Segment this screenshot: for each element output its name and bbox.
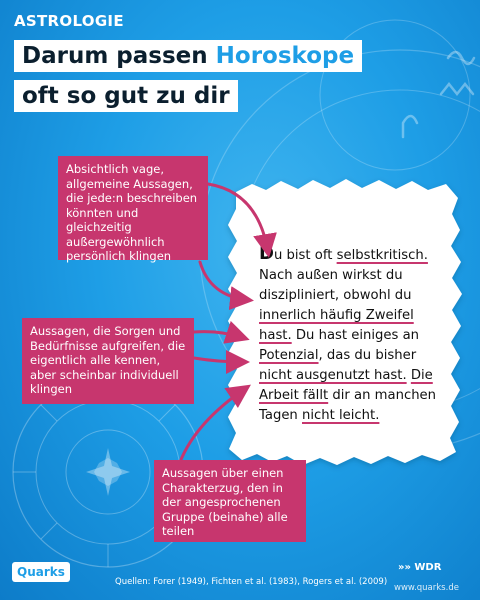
- highlighted-phrase: nicht leicht.: [302, 408, 380, 423]
- highlighted-phrase: nicht ausgenutzt hast.: [259, 368, 407, 383]
- horoscope-segment: dir an manchen Tagen: [259, 388, 437, 423]
- highlighted-phrase: Die Arbeit fällt: [259, 368, 433, 403]
- horoscope-segment: Nach außen wirkst du diszipliniert, obwohl du: [259, 268, 412, 303]
- forward-chevrons-icon: »»: [398, 562, 411, 573]
- title-text: Darum passen: [22, 43, 216, 69]
- highlighted-phrase: Potenzial: [259, 348, 319, 363]
- arrow-icon: [194, 332, 244, 338]
- arrow-icon: [200, 262, 248, 300]
- watermark: www.quarks.de: [394, 583, 459, 593]
- highlighted-phrase: selbstkritisch.: [336, 248, 428, 263]
- wdr-label: WDR: [414, 562, 442, 573]
- wdr-logo: [398, 562, 441, 573]
- arrow-icon: [208, 184, 268, 252]
- annotation-vague-statements: Absichtlich vage, allgemeine Aussagen, die jede:n beschreiben könnten und gleichzeitig außergewöhnlich persönlich klingen: [58, 156, 208, 260]
- category-kicker: ASTROLOGIE: [14, 12, 124, 30]
- highlighted-phrase: innerlich häufig Zweifel hast.: [259, 308, 414, 343]
- quarks-logo: Quarks: [12, 562, 70, 582]
- title-highlight: Horoskope: [215, 43, 355, 69]
- annotation-common-worries: Aussagen, die Sorgen und Bedürfnisse aufgreifen, die eigentlich alle kennen, aber scheinbar individuell klingen: [22, 318, 194, 404]
- horoscope-segment: , das du bisher: [318, 348, 417, 363]
- sources-line: Quellen: Forer (1949), Fichten et al. (1983), Rogers et al. (2009): [115, 577, 388, 587]
- page-title-line2: oft so gut zu dir: [14, 80, 238, 112]
- drop-cap: D: [259, 243, 274, 264]
- horoscope-segment: Du hast einiges an: [291, 328, 420, 343]
- horoscope-segment: u bist oft: [273, 248, 337, 263]
- annotation-shared-traits: Aussagen über einen Charakterzug, den in der angesprochenen Gruppe (beinahe) alle teilen: [154, 460, 306, 542]
- arrow-icon: [194, 358, 244, 362]
